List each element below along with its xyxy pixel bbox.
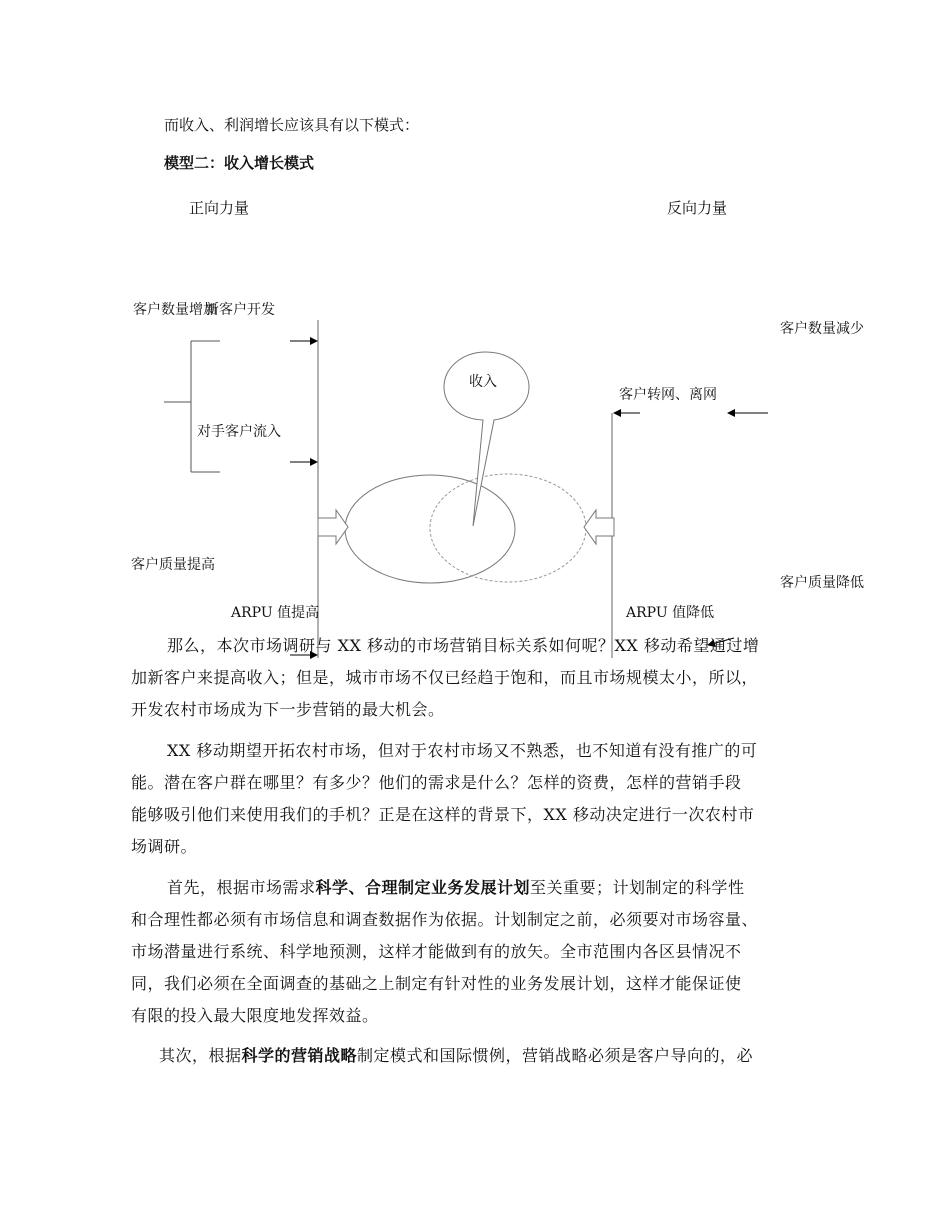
text-run: 首先，根据市场需求 xyxy=(167,878,316,897)
paragraph-line: 开发农村市场成为下一步营销的最大机会。 xyxy=(131,700,445,719)
text-run: 其次，根据 xyxy=(159,1046,242,1065)
revenue-label: 收入 xyxy=(469,374,497,390)
arpu-up-label: ARPU 值提高 xyxy=(231,605,320,621)
emphasis-text: 科学的营销战略 xyxy=(241,1046,358,1065)
text-run: 至关重要；计划制定的科学性 xyxy=(530,878,745,897)
negative-force-label: 反向力量 xyxy=(667,199,728,217)
paragraph-3 xyxy=(131,872,758,1032)
left-bracket xyxy=(164,341,220,472)
negative-block-arrow xyxy=(584,510,614,544)
paragraph-line: 市场潜量进行系统、科学地预测，这样才能做到有的放矢。全市范围内各区县情况不 xyxy=(131,942,742,961)
paragraph-2 xyxy=(131,735,757,863)
paragraph-line xyxy=(131,872,758,904)
churn-label: 客户转网、离网 xyxy=(619,387,717,403)
paragraph-line: 能。潜在客户群在哪里？有多少？他们的需求是什么？怎样的资费，怎样的营销手段 xyxy=(131,773,742,792)
quality-down-label: 客户质量降低 xyxy=(780,575,864,591)
positive-force-label: 正向力量 xyxy=(189,199,250,217)
emphasis-text: 科学、合理制定业务发展计划 xyxy=(315,878,531,897)
text-run: 制定模式和国际惯例，营销战略必须是客户导向的，必 xyxy=(357,1046,754,1065)
paragraph-line xyxy=(131,1040,753,1072)
paragraph-line: 那么，本次市场调研与 XX 移动的市场营销目标关系如何呢？XX 移动希望通过增 xyxy=(167,636,760,655)
paragraph-4 xyxy=(131,1040,753,1072)
paragraph-line: 能够吸引他们来使用我们的手机？正是在这样的背景下，XX 移动决定进行一次农村市 xyxy=(131,805,755,824)
paragraph-line: 和合理性都必须有市场信息和调查数据作为依据。计划制定之前，必须要对市场容量、 xyxy=(131,910,759,929)
paragraph-line: 场调研。 xyxy=(131,837,198,856)
customer-increase-label: 客户数量增加 xyxy=(133,302,217,318)
paragraph-line: 同，我们必须在全面调查的基础之上制定有针对性的业务发展计划，这样才能保证使 xyxy=(131,974,742,993)
new-customer-dev-label: 新客户开发 xyxy=(205,302,275,318)
paragraph-1 xyxy=(131,630,759,726)
paragraph-line: XX 移动期望开拓农村市场，但对于农村市场又不熟悉，也不知道有没有推广的可 xyxy=(167,741,758,760)
customer-decrease-label: 客户数量减少 xyxy=(780,321,864,337)
revenue-ellipse-right xyxy=(430,474,586,582)
intro-text: 而收入、利润增长应该具有以下模式： xyxy=(164,116,420,134)
positive-block-arrow xyxy=(318,510,348,544)
paragraph-line: 有限的投入最大限度地发挥效益。 xyxy=(131,1006,379,1025)
model-title: 模型二：收入增长模式 xyxy=(164,154,315,172)
arpu-down-label: ARPU 值降低 xyxy=(626,605,715,621)
quality-up-label: 客户质量提高 xyxy=(131,557,215,573)
competitor-inflow-label: 对手客户流入 xyxy=(197,424,281,440)
paragraph-line: 加新客户来提高收入；但是，城市市场不仅已经趋于饱和，而且市场规模太小，所以， xyxy=(131,668,759,687)
